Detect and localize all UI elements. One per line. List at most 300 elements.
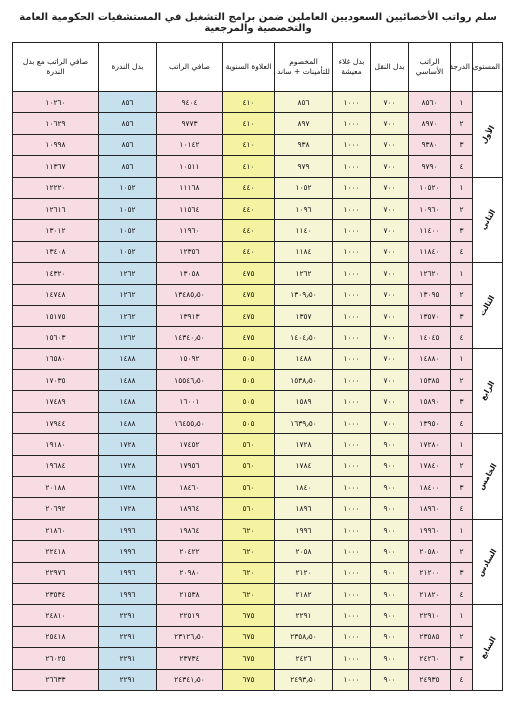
level-cell [473,263,503,349]
scarcity-allowance-cell: ١٩٩٦ [99,541,157,562]
living-allowance-cell: ١٠٠٠ [333,434,371,455]
base-salary-cell: ٨٥٦٠ [409,92,451,113]
net-salary-cell: ١٧٩٥٦ [157,455,223,476]
net-with-scarcity-cell: ٢٢٩٧٦ [13,562,99,583]
annual-increment-cell: ٤١٠ [223,113,275,134]
table-row [13,519,503,540]
grade-cell: ٢ [451,198,473,219]
base-salary-cell: ١١٤٠٠ [409,220,451,241]
net-with-scarcity-cell: ٢٦٦٣٣ [13,669,99,690]
deductions-cell: ١٦٣٩٫٥٠ [275,412,333,433]
header-annual-increment: العلاوة السنوية [223,43,275,92]
scarcity-allowance-cell: ١٧٢٨ [99,498,157,519]
net-salary-cell: ١٥٠٩٢ [157,348,223,369]
annual-increment-cell: ٥٦٠ [223,455,275,476]
net-salary-cell: ٢٢٥١٩ [157,605,223,626]
living-allowance-cell: ١٠٠٠ [333,284,371,305]
transport-allowance-cell: ٧٠٠ [371,134,409,155]
living-allowance-cell: ١٠٠٠ [333,327,371,348]
living-allowance-cell: ١٠٠٠ [333,263,371,284]
transport-allowance-cell: ٧٠٠ [371,92,409,113]
transport-allowance-cell: ٧٠٠ [371,198,409,219]
header-living-allowance: بدل غلاء معيشة [333,43,371,92]
base-salary-cell: ١٧٢٨٠ [409,434,451,455]
living-allowance-cell: ١٠٠٠ [333,605,371,626]
scarcity-allowance-cell: ١٩٩٦ [99,583,157,604]
level-cell [473,519,503,605]
living-allowance-cell: ١٠٠٠ [333,113,371,134]
deductions-cell: ١٧٨٤ [275,455,333,476]
grade-cell: ١ [451,605,473,626]
grade-cell: ٤ [451,498,473,519]
transport-allowance-cell: ٩٠٠ [371,434,409,455]
level-label: السادس [475,546,499,578]
net-salary-cell: ١٩٨٦٤ [157,519,223,540]
level-cell [473,92,503,178]
net-with-scarcity-cell: ١٥١٧٥ [13,305,99,326]
base-salary-cell: ١٤٠٤٥ [409,327,451,348]
grade-cell: ٣ [451,562,473,583]
transport-allowance-cell: ٧٠٠ [371,177,409,198]
scarcity-allowance-cell: ١٢٦٢ [99,327,157,348]
net-with-scarcity-cell: ١٢٢٢٠ [13,177,99,198]
net-salary-cell: ٢١٥٣٨ [157,583,223,604]
header-net-with-scarcity: صافي الراتب مع بدل الندرة [13,43,99,92]
living-allowance-cell: ١٠٠٠ [333,134,371,155]
scarcity-allowance-cell: ٨٥٦ [99,134,157,155]
annual-increment-cell: ٤١٠ [223,92,275,113]
deductions-cell: ١٤٨٨ [275,348,333,369]
net-with-scarcity-cell: ٢٦٠٢٥ [13,648,99,669]
grade-cell: ٢ [451,455,473,476]
transport-allowance-cell: ٧٠٠ [371,156,409,177]
base-salary-cell: ١٥٣٨٥ [409,370,451,391]
transport-allowance-cell: ٩٠٠ [371,519,409,540]
living-allowance-cell: ١٠٠٠ [333,477,371,498]
grade-cell: ٢ [451,626,473,647]
scarcity-allowance-cell: ١٢٦٢ [99,284,157,305]
level-label: الخامس [476,461,499,492]
base-salary-cell: ١٠٥٢٠ [409,177,451,198]
transport-allowance-cell: ٧٠٠ [371,391,409,412]
deductions-cell: ١١٤٠ [275,220,333,241]
header-transport-allowance: بدل النقل [371,43,409,92]
table-row [13,284,503,305]
level-label: الثاني [478,208,497,232]
deductions-cell: ٨٥٦ [275,92,333,113]
annual-increment-cell: ٤١٠ [223,156,275,177]
deductions-cell: ١٧٢٨ [275,434,333,455]
grade-cell: ٤ [451,156,473,177]
scarcity-allowance-cell: ١٤٨٨ [99,348,157,369]
level-cell [473,605,503,691]
table-row [13,669,503,690]
base-salary-cell: ١٧٨٤٠ [409,455,451,476]
living-allowance-cell: ١٠٠٠ [333,241,371,262]
scarcity-allowance-cell: ٨٥٦ [99,113,157,134]
table-row [13,648,503,669]
table-row [13,134,503,155]
transport-allowance-cell: ٩٠٠ [371,583,409,604]
table-row [13,156,503,177]
deductions-cell: ١٤٠٤٫٥٠ [275,327,333,348]
annual-increment-cell: ٥٦٠ [223,498,275,519]
net-with-scarcity-cell: ٢٠٦٩٢ [13,498,99,519]
annual-increment-cell: ٤٧٥ [223,263,275,284]
living-allowance-cell: ١٠٠٠ [333,648,371,669]
living-allowance-cell: ١٠٠٠ [333,562,371,583]
table-row [13,605,503,626]
transport-allowance-cell: ٩٠٠ [371,648,409,669]
annual-increment-cell: ٤٤٠ [223,220,275,241]
base-salary-cell: ١٨٤٠٠ [409,477,451,498]
table-row [13,263,503,284]
table-row [13,177,503,198]
header-row [13,43,503,92]
deductions-cell: ١٥٣٨٫٥٠ [275,370,333,391]
scarcity-allowance-cell: ٢٢٩١ [99,605,157,626]
scarcity-allowance-cell: ١٠٥٢ [99,177,157,198]
scarcity-allowance-cell: ١٧٢٨ [99,477,157,498]
level-cell [473,177,503,263]
scarcity-allowance-cell: ٢٢٩١ [99,669,157,690]
table-row [13,113,503,134]
table-row [13,305,503,326]
net-with-scarcity-cell: ١٤٧٤٨ [13,284,99,305]
deductions-cell: ١٣٠٩٫٥٠ [275,284,333,305]
net-salary-cell: ١٠٥١١ [157,156,223,177]
scarcity-allowance-cell: ١٢٦٢ [99,263,157,284]
net-salary-cell: ٩٧٧٣ [157,113,223,134]
table-row [13,348,503,369]
annual-increment-cell: ٦٢٠ [223,562,275,583]
annual-increment-cell: ٤٧٥ [223,305,275,326]
base-salary-cell: ١٨٩٦٠ [409,498,451,519]
base-salary-cell: ١٣٠٩٥ [409,284,451,305]
net-salary-cell: ١٦٠٠١ [157,391,223,412]
deductions-cell: ١٢٦٢ [275,263,333,284]
net-with-scarcity-cell: ١٤٣٢٠ [13,263,99,284]
header-net-salary: صافي الراتب [157,43,223,92]
net-salary-cell: ٢٠٤٢٢ [157,541,223,562]
base-salary-cell: ١٥٨٩٠ [409,391,451,412]
net-salary-cell: ٢٠٩٨٠ [157,562,223,583]
level-label: السابع [477,635,498,661]
net-salary-cell: ١١٥٦٤ [157,198,223,219]
deductions-cell: ١٨٤٠ [275,477,333,498]
scarcity-allowance-cell: ١٢٦٢ [99,305,157,326]
table-row [13,327,503,348]
grade-cell: ٣ [451,477,473,498]
grade-cell: ١ [451,434,473,455]
living-allowance-cell: ١٠٠٠ [333,626,371,647]
table-row [13,241,503,262]
living-allowance-cell: ١٠٠٠ [333,412,371,433]
annual-increment-cell: ٤٤٠ [223,241,275,262]
net-with-scarcity-cell: ٢٥٤١٨ [13,626,99,647]
transport-allowance-cell: ٧٠٠ [371,263,409,284]
transport-allowance-cell: ٧٠٠ [371,241,409,262]
deductions-cell: ١١٨٤ [275,241,333,262]
annual-increment-cell: ٦٧٥ [223,669,275,690]
annual-increment-cell: ٦٧٥ [223,605,275,626]
base-salary-cell: ١٣٥٧٠ [409,305,451,326]
scarcity-allowance-cell: ٢٢٩١ [99,626,157,647]
transport-allowance-cell: ٧٠٠ [371,305,409,326]
net-salary-cell: ٢٣٧٣٤ [157,648,223,669]
net-salary-cell: ١٣٤٨٥٫٥٠ [157,284,223,305]
deductions-cell: ١٣٥٧ [275,305,333,326]
transport-allowance-cell: ٧٠٠ [371,370,409,391]
annual-increment-cell: ٤٤٠ [223,177,275,198]
deductions-cell: ١٥٨٩ [275,391,333,412]
living-allowance-cell: ١٠٠٠ [333,519,371,540]
net-with-scarcity-cell: ٢٠١٨٨ [13,477,99,498]
transport-allowance-cell: ٩٠٠ [371,477,409,498]
deductions-cell: ٨٩٧ [275,113,333,134]
net-with-scarcity-cell: ١١٣٦٧ [13,156,99,177]
grade-cell: ٢ [451,370,473,391]
grade-cell: ١ [451,177,473,198]
net-salary-cell: ١٢٣٥٦ [157,241,223,262]
net-salary-cell: ١١١٦٨ [157,177,223,198]
grade-cell: ١ [451,263,473,284]
base-salary-cell: ٢٤٢٦٠ [409,648,451,669]
annual-increment-cell: ٤١٠ [223,134,275,155]
net-salary-cell: ١٣٩١٣ [157,305,223,326]
living-allowance-cell: ١٠٠٠ [333,92,371,113]
scarcity-allowance-cell: ١٤٨٨ [99,370,157,391]
living-allowance-cell: ١٠٠٠ [333,370,371,391]
net-with-scarcity-cell: ١٠٢٦٠ [13,92,99,113]
scarcity-allowance-cell: ١٩٩٦ [99,519,157,540]
table-row [13,434,503,455]
transport-allowance-cell: ٩٠٠ [371,498,409,519]
net-with-scarcity-cell: ٢١٨٦٠ [13,519,99,540]
grade-cell: ٤ [451,412,473,433]
living-allowance-cell: ١٠٠٠ [333,583,371,604]
grade-cell: ٤ [451,241,473,262]
transport-allowance-cell: ٧٠٠ [371,327,409,348]
annual-increment-cell: ٥٦٠ [223,477,275,498]
scarcity-allowance-cell: ٨٥٦ [99,92,157,113]
base-salary-cell: ٢٤٩٣٥ [409,669,451,690]
table-row [13,198,503,219]
table-row [13,412,503,433]
net-salary-cell: ٩٤٠٤ [157,92,223,113]
header-scarcity-allowance: بدل الندرة [99,43,157,92]
table-row [13,370,503,391]
transport-allowance-cell: ٧٠٠ [371,412,409,433]
deductions-cell: ٢٤٢٦ [275,648,333,669]
deductions-cell: ١٠٥٢ [275,177,333,198]
base-salary-cell: ٨٩٧٠ [409,113,451,134]
net-with-scarcity-cell: ١٠٦٢٩ [13,113,99,134]
base-salary-cell: ٢١٢٠٠ [409,562,451,583]
level-cell [473,434,503,520]
table-row [13,92,503,113]
transport-allowance-cell: ٩٠٠ [371,605,409,626]
living-allowance-cell: ١٠٠٠ [333,669,371,690]
net-with-scarcity-cell: ١٩٦٨٤ [13,455,99,476]
scarcity-allowance-cell: ١٠٥٢ [99,220,157,241]
base-salary-cell: ١٤٨٨٠ [409,348,451,369]
annual-increment-cell: ٦٧٥ [223,648,275,669]
living-allowance-cell: ١٠٠٠ [333,391,371,412]
grade-cell: ٢ [451,113,473,134]
grade-cell: ٣ [451,305,473,326]
living-allowance-cell: ١٠٠٠ [333,348,371,369]
net-with-scarcity-cell: ٢٢٤١٨ [13,541,99,562]
scarcity-allowance-cell: ١٤٨٨ [99,391,157,412]
annual-increment-cell: ٥٠٥ [223,391,275,412]
salary-table [12,42,503,691]
deductions-cell: ١٨٩٦ [275,498,333,519]
grade-cell: ١ [451,519,473,540]
table-row [13,220,503,241]
header-grade: الدرجة [451,43,473,92]
grade-cell: ١ [451,348,473,369]
deductions-cell: ٩٣٨ [275,134,333,155]
living-allowance-cell: ١٠٠٠ [333,455,371,476]
annual-increment-cell: ٤٤٠ [223,198,275,219]
grade-cell: ٤ [451,669,473,690]
annual-increment-cell: ٦٢٠ [223,583,275,604]
living-allowance-cell: ١٠٠٠ [333,177,371,198]
table-row [13,391,503,412]
table-row [13,583,503,604]
net-with-scarcity-cell: ٢٣٥٣٤ [13,583,99,604]
net-with-scarcity-cell: ١٩١٨٠ [13,434,99,455]
level-label: الثالث [478,293,497,318]
deductions-cell: ١٠٩٦ [275,198,333,219]
base-salary-cell: ٩٣٨٠ [409,134,451,155]
grade-cell: ٤ [451,583,473,604]
base-salary-cell: ٢٣٥٨٥ [409,626,451,647]
grade-cell: ٤ [451,327,473,348]
annual-increment-cell: ٦٢٠ [223,541,275,562]
deductions-cell: ٢٠٥٨ [275,541,333,562]
deductions-cell: ٩٧٩ [275,156,333,177]
net-salary-cell: ٢٤٣٤١٫٥٠ [157,669,223,690]
annual-increment-cell: ٤٧٥ [223,327,275,348]
net-with-scarcity-cell: ١٥٦٠٣ [13,327,99,348]
scarcity-allowance-cell: ١٤٨٨ [99,412,157,433]
transport-allowance-cell: ٧٠٠ [371,284,409,305]
net-with-scarcity-cell: ١٢٦١٦ [13,198,99,219]
transport-allowance-cell: ٧٠٠ [371,113,409,134]
base-salary-cell: ١١٨٤٠ [409,241,451,262]
transport-allowance-cell: ٩٠٠ [371,455,409,476]
transport-allowance-cell: ٧٠٠ [371,348,409,369]
level-cell [473,348,503,434]
net-salary-cell: ١٨٩٦٤ [157,498,223,519]
annual-increment-cell: ٦٢٠ [223,519,275,540]
net-salary-cell: ١٧٤٥٢ [157,434,223,455]
deductions-cell: ٢٣٥٨٫٥٠ [275,626,333,647]
scarcity-allowance-cell: ٨٥٦ [99,156,157,177]
net-with-scarcity-cell: ١٧٤٨٩ [13,391,99,412]
annual-increment-cell: ٦٧٥ [223,626,275,647]
scarcity-allowance-cell: ١٧٢٨ [99,455,157,476]
net-salary-cell: ١٨٤٦٠ [157,477,223,498]
table-row [13,562,503,583]
scarcity-allowance-cell: ١٧٢٨ [99,434,157,455]
table-row [13,498,503,519]
scarcity-allowance-cell: ١٠٥٢ [99,198,157,219]
table-row [13,477,503,498]
annual-increment-cell: ٥٠٥ [223,348,275,369]
net-with-scarcity-cell: ١٣٠١٢ [13,220,99,241]
level-label: الأول [478,123,497,145]
page-title: سلم رواتب الأخصائيين السعوديين العاملين ضمن برامج التشغيل في المستشفيات الحكومية العامة والتخصصية والمرجعية [19,12,497,34]
header-level: المستوى [473,43,503,92]
net-salary-cell: ٢٣١٢٦٫٥٠ [157,626,223,647]
table-row [13,541,503,562]
annual-increment-cell: ٥٠٥ [223,370,275,391]
living-allowance-cell: ١٠٠٠ [333,498,371,519]
level-label: الرابع [478,379,497,403]
grade-cell: ٣ [451,648,473,669]
transport-allowance-cell: ٩٠٠ [371,626,409,647]
base-salary-cell: ١٠٩٦٠ [409,198,451,219]
grade-cell: ١ [451,92,473,113]
net-salary-cell: ١٥٥٤٦٫٥٠ [157,370,223,391]
net-salary-cell: ١٤٣٤٠٫٥٠ [157,327,223,348]
header-base-salary: الراتب الأساسي [409,43,451,92]
net-salary-cell: ١٠١٤٢ [157,134,223,155]
living-allowance-cell: ١٠٠٠ [333,305,371,326]
table-row [13,455,503,476]
deductions-cell: ١٩٩٦ [275,519,333,540]
deductions-cell: ٢١٢٠ [275,562,333,583]
net-salary-cell: ١١٩٦٠ [157,220,223,241]
deductions-cell: ٢٢٩١ [275,605,333,626]
grade-cell: ٣ [451,134,473,155]
table-row [13,626,503,647]
base-salary-cell: ٢١٨٢٠ [409,583,451,604]
living-allowance-cell: ١٠٠٠ [333,156,371,177]
net-with-scarcity-cell: ١٦٥٨٠ [13,348,99,369]
transport-allowance-cell: ٩٠٠ [371,562,409,583]
annual-increment-cell: ٥٦٠ [223,434,275,455]
base-salary-cell: ٢٠٥٨٠ [409,541,451,562]
base-salary-cell: ٢٢٩١٠ [409,605,451,626]
net-with-scarcity-cell: ١٠٩٩٨ [13,134,99,155]
net-salary-cell: ١٦٤٥٥٫٥٠ [157,412,223,433]
transport-allowance-cell: ٩٠٠ [371,541,409,562]
net-with-scarcity-cell: ٢٤٨١٠ [13,605,99,626]
grade-cell: ٣ [451,220,473,241]
scarcity-allowance-cell: ٢٢٩١ [99,648,157,669]
net-with-scarcity-cell: ١٣٤٠٨ [13,241,99,262]
base-salary-cell: ١٩٩٦٠ [409,519,451,540]
transport-allowance-cell: ٧٠٠ [371,220,409,241]
scarcity-allowance-cell: ١٠٥٢ [99,241,157,262]
living-allowance-cell: ١٠٠٠ [333,220,371,241]
grade-cell: ٣ [451,391,473,412]
base-salary-cell: ٩٧٩٠ [409,156,451,177]
annual-increment-cell: ٥٠٥ [223,412,275,433]
net-with-scarcity-cell: ١٧٩٤٤ [13,412,99,433]
grade-cell: ٢ [451,284,473,305]
annual-increment-cell: ٤٧٥ [223,284,275,305]
transport-allowance-cell: ٩٠٠ [371,669,409,690]
net-with-scarcity-cell: ١٧٠٣٥ [13,370,99,391]
base-salary-cell: ١٢٦٢٠ [409,263,451,284]
header-deductions: المخصوم للتأمينات + ساند [275,43,333,92]
deductions-cell: ٢١٨٢ [275,583,333,604]
